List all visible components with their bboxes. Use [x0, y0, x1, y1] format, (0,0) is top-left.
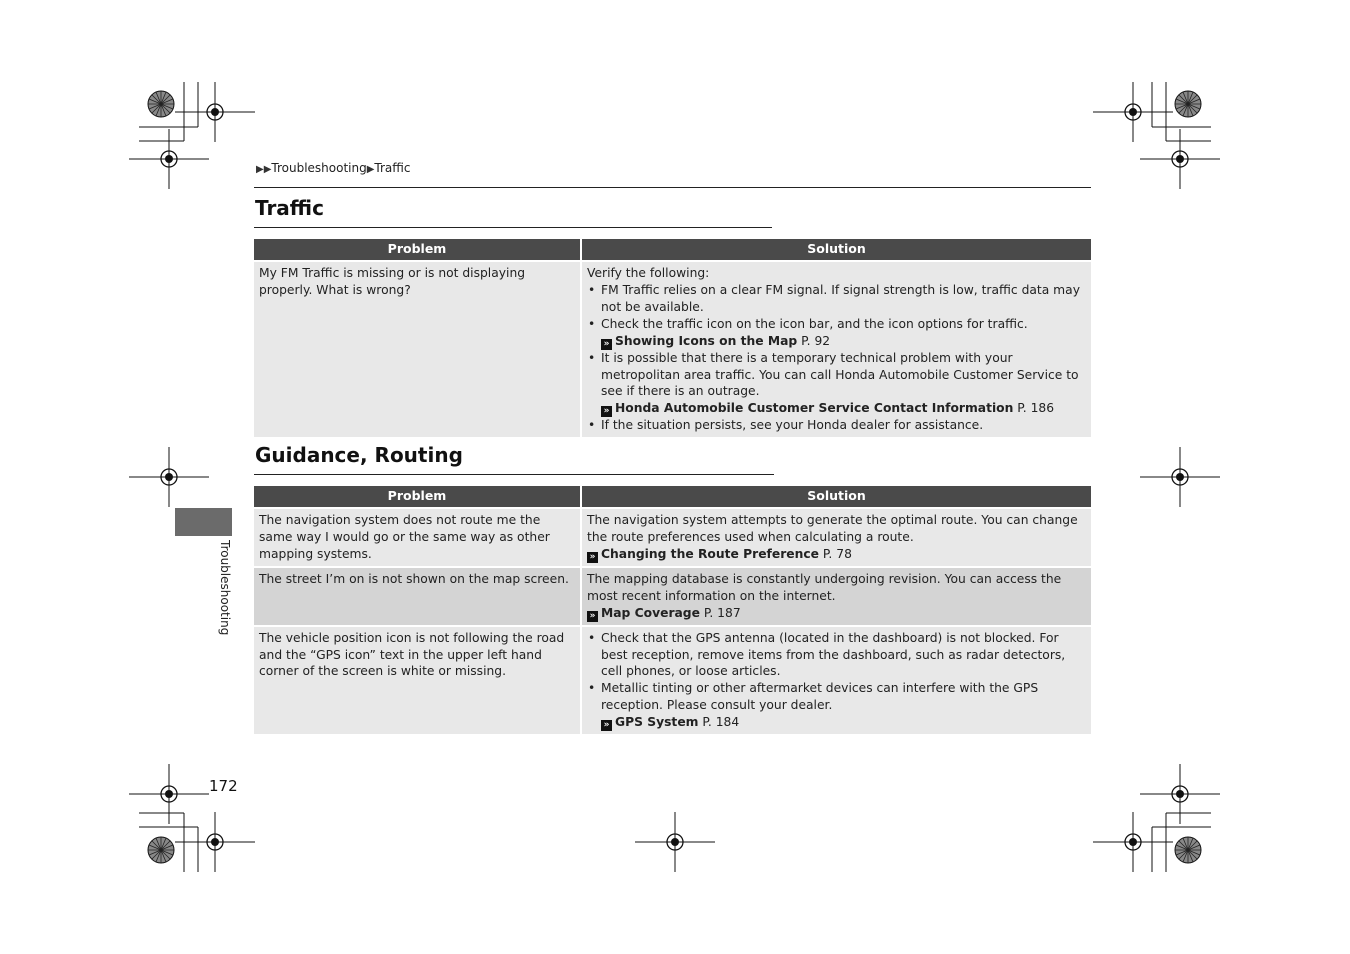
- table-row: [254, 261, 1091, 437]
- cross-reference-link[interactable]: [587, 605, 1086, 622]
- problem-cell: The vehicle position icon is not following the road and the “GPS icon” text in the upper left hand corner of the screen is white or missing.: [254, 626, 581, 735]
- guidance-table: [254, 486, 1091, 734]
- list-item-text: Check that the GPS antenna (located in the dashboard) is not blocked. For best reception, remove items from the dashboard, such as radar detectors, cell phones, or loose articles.: [601, 630, 1066, 679]
- list-item: [587, 417, 1086, 434]
- list-item-text: Metallic tinting or other aftermarket devices can interfere with the GPS reception. Please consult your dealer.: [601, 681, 1039, 713]
- reference-arrow-icon: »: [587, 552, 598, 563]
- solution-cell: [581, 626, 1091, 735]
- problem-cell: The navigation system does not route me the same way I would go or the same way as other mapping systems.: [254, 508, 581, 567]
- header-problem: Problem: [254, 239, 581, 261]
- list-item-text: FM Traffic relies on a clear FM signal. If signal strength is low, traffic data may not be available.: [601, 282, 1080, 314]
- solution-cell: [581, 508, 1091, 567]
- section-rule-traffic: [254, 227, 772, 228]
- reference-page: P. 187: [699, 605, 741, 620]
- reference-title: Changing the Route Preference: [601, 546, 820, 561]
- side-tab: [175, 508, 232, 536]
- reference-page: P. 186: [1013, 401, 1055, 416]
- header-problem: Problem: [254, 486, 581, 508]
- solution-list: [587, 282, 1086, 434]
- cross-reference-link[interactable]: [601, 333, 1086, 350]
- solution-text: The navigation system attempts to generate the optimal route. You can change the route preferences used when calculating a route.: [587, 513, 1078, 544]
- reference-arrow-icon: »: [601, 720, 612, 731]
- reference-arrow-icon: »: [601, 339, 612, 350]
- section-rule-guidance: [254, 474, 774, 475]
- list-item: [587, 680, 1086, 731]
- problem-cell: The street I’m on is not shown on the map screen.: [254, 567, 581, 626]
- section-title-traffic: Traffic: [255, 196, 324, 220]
- header-solution: Solution: [581, 239, 1091, 261]
- reference-title: GPS System: [615, 715, 699, 730]
- table-row: [254, 508, 1091, 567]
- list-item: [587, 350, 1086, 418]
- reference-page: P. 78: [819, 546, 852, 561]
- cross-reference-link[interactable]: [601, 400, 1086, 417]
- reference-arrow-icon: »: [587, 611, 598, 622]
- list-item: [587, 316, 1086, 350]
- header-solution: Solution: [581, 486, 1091, 508]
- list-item-text: Check the traffic icon on the icon bar, and the icon options for traffic.: [601, 316, 1028, 331]
- page-number: 172: [209, 777, 238, 795]
- solution-list: [587, 630, 1086, 732]
- list-item-text: It is possible that there is a temporary technical problem with your metropolitan area traffic. You can call Honda Automobile Customer Service to see if there is an outrage.: [601, 350, 1079, 399]
- reference-title: Map Coverage: [601, 605, 700, 620]
- reference-title: Honda Automobile Customer Service Contact Information: [615, 401, 1014, 416]
- solution-cell: [581, 567, 1091, 626]
- traffic-table: [254, 239, 1091, 437]
- reference-arrow-icon: »: [601, 406, 612, 417]
- breadcrumb-arrows-icon: ▶▶: [256, 164, 272, 175]
- reference-page: P. 184: [698, 715, 740, 730]
- cross-reference-link[interactable]: [587, 546, 1086, 563]
- solution-cell: [581, 261, 1091, 437]
- breadcrumb-separator-icon: ▶: [366, 164, 375, 175]
- cross-reference-link[interactable]: [601, 714, 1086, 731]
- header-rule: [254, 187, 1091, 188]
- problem-cell: My FM Traffic is missing or is not displaying properly. What is wrong?: [254, 261, 581, 437]
- reference-title: Showing Icons on the Map: [615, 333, 798, 348]
- breadcrumb-item-troubleshooting[interactable]: Troubleshooting: [271, 161, 367, 175]
- solution-text: The mapping database is constantly undergoing revision. You can access the most recent information on the internet.: [587, 571, 1062, 603]
- list-item-text: If the situation persists, see your Honda dealer for assistance.: [601, 418, 984, 433]
- section-title-guidance-routing: Guidance, Routing: [255, 443, 463, 467]
- breadcrumb: [256, 161, 410, 175]
- reference-page: P. 92: [797, 333, 831, 348]
- solution-intro: Verify the following:: [587, 266, 710, 280]
- list-item: [587, 630, 1086, 681]
- table-row: [254, 626, 1091, 735]
- table-row: [254, 567, 1091, 626]
- side-tab-label: Troubleshooting: [218, 540, 232, 636]
- breadcrumb-item-traffic[interactable]: Traffic: [374, 161, 411, 175]
- list-item: [587, 282, 1086, 316]
